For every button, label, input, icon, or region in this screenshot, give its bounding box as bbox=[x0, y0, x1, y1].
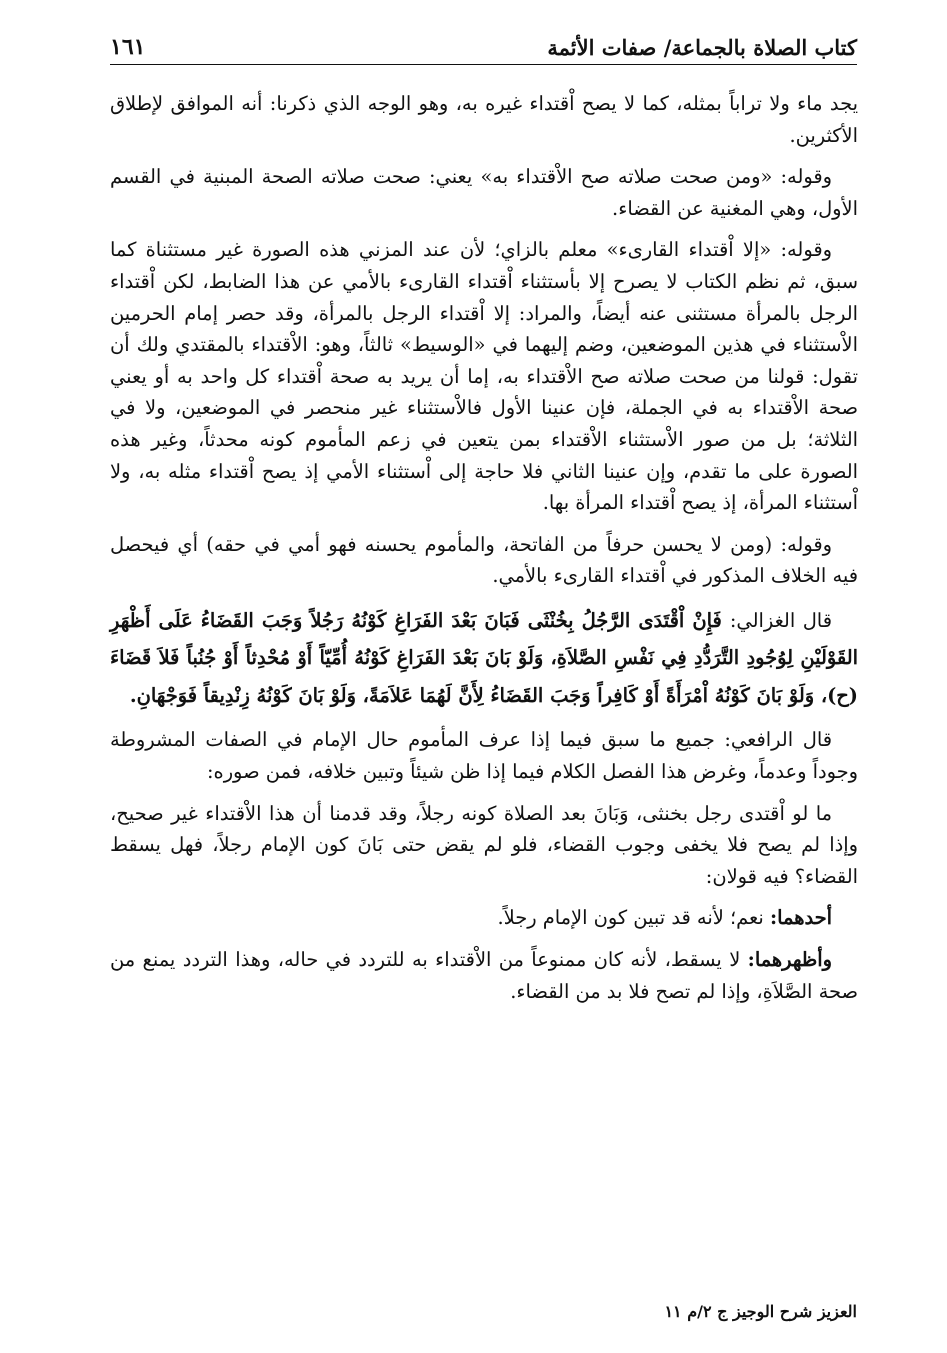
paragraph-continuation: يجد ماء ولا تراباً بمثله، كما لا يصح اْقتداء غيره به، وهو الوجه الذي ذكرنا: أنه الموافق لإطلاق الأكثرين. bbox=[110, 92, 858, 147]
opinion-first-text: نعم؛ لأنه قد تبين كون الإمام رجلاً. bbox=[497, 906, 764, 930]
quote-lead: قال الغزالي: bbox=[729, 608, 832, 632]
paragraph: وقوله: «ومن صحت صلاته صح الاْقتداء به» يعني: صحت صلاته الصحة المبنية في القسم الأول، وهي المغنية عن القضاء. bbox=[110, 165, 858, 220]
page-footer bbox=[110, 1302, 857, 1321]
paragraph: وقوله: (ومن لا يحسن حرفاً من الفاتحة، والمأموم يحسنه فهو أمي في حقه) أي فيحصل فيه الخلاف المذكور في اْقتداء القارىء بالأمي. bbox=[110, 532, 858, 588]
quote-text: فَإِنْ اْقْتَدَى الرَّجُلُ بِخُنْثَى فَبَانَ بَعْدَ الفَرَاغِ كَوْنُهُ رَجُلاً وَجَبَ القَضَاءُ عَلَى أَظْهَرِ القَوْلَيْنِ لِوُجُودِ التَّرَدُّدِ فِي نَفْسِ الصَّلاَةِ، وَلَوْ بَانَ بَعْدَ الفَرَاغِ كَوْنُهُ أُمِّيّاً أَوْ مُحْدِثاً أَوْ جُنُباً فَلاَ قَضَاءَ (ح)، وَلَوْ بَانَ كَوْنُهُ اْمْرَأَةً أَوْ كَافِراً وَجَبَ القَضَاءُ لِأَنَّ لَهُمَا عَلاَمَةً، وَلَوْ بَانَ كَوْنُهُ زِنْدِيقاً فَوَجْهَانِ. bbox=[110, 608, 858, 707]
ghazali-quote bbox=[110, 602, 858, 715]
paragraph: ما لو اْقتدى رجل بخنثى، وَبَانَ بعد الصلاة كونه رجلاً، وقد قدمنا أن هذا الاْقتداء غير صحيح، وإذا لم يصح فلا يخفى وجوب القضاء، فلو لم يقض حتى بَانَ كون الإمام رجلاً، فهل يسقط القضاء؟ فيه قولان: bbox=[110, 801, 858, 888]
page-body bbox=[110, 88, 858, 1017]
paragraph: وقوله: «إلا اْقتداء القارىء» معلم بالزاي؛ لأن عند المزني هذه الصورة غير مستثناة كما سبق، ثم نظم الكتاب لا يصرح إلا بأستثناء اْقتداء القارىء بالأمي عن هذا الضابط، لكن اْقتداء الرجل بالمرأة مستثنى عنه أيضاً، والمراد: إلا اْقتداء الرجل بالمرأة، وقد حصر إمام الحرمين الاْستثناء في هذين الموضعين، وضم إليهما في «الوسيط» ثالثاً، وهو: الاْقتداء بالمقتدي ولك أن تقول: قولنا من صحت صلاته صح الاْقتداء به، إما أن يريد به صحة اْقتداء كل واحد به أو يعني صحة الاْقتداء به في الجملة، فإن عنينا الأول فالاْستثناء غير منحصر في الموضعين، ولا في الثلاثة؛ بل من صور الاْستثناء الاْقتداء بمن يتعين في زعم المأموم كونه محدثاً، وغير هذه الصورة على ما تقدم، وإن عنينا الثاني فلا حاجة إلى اْستثناء الأمي إذ يصح اْقتداء مثله به، ولا اْستثناء المرأة، إذ يصح اْقتداء المرأة بها. bbox=[110, 238, 858, 515]
page-header bbox=[110, 30, 857, 65]
page-number: ١٦١ bbox=[110, 34, 146, 60]
opinion-second-text: لا يسقط، لأنه كان ممنوعاً من الاْقتداء به للتردد في حاله، وهذا التردد يمنع من صحة الصَّلاَةِ، وإذا لم تصح فلا بد من القضاء. bbox=[110, 947, 858, 1003]
paragraph: قال الرافعي: جميع ما سبق فيما إذا عرف المأموم حال الإمام في الصفات المشروطة وجوداً وعدماً، وغرض هذا الفصل الكلام فيما إذا ظن شيئاً وتبين خلافه، فمن صوره: bbox=[110, 728, 858, 783]
opinion-first-term: أحدهما: bbox=[769, 906, 832, 930]
running-title: كتاب الصلاة بالجماعة/ صفات الأئمة bbox=[547, 35, 857, 60]
opinion-first bbox=[110, 902, 858, 934]
book-signature: العزيز شرح الوجيز ج ٢/م ١١ bbox=[664, 1302, 857, 1321]
opinion-second-term: وأظهرهما: bbox=[747, 947, 832, 971]
opinion-second bbox=[110, 944, 858, 1007]
